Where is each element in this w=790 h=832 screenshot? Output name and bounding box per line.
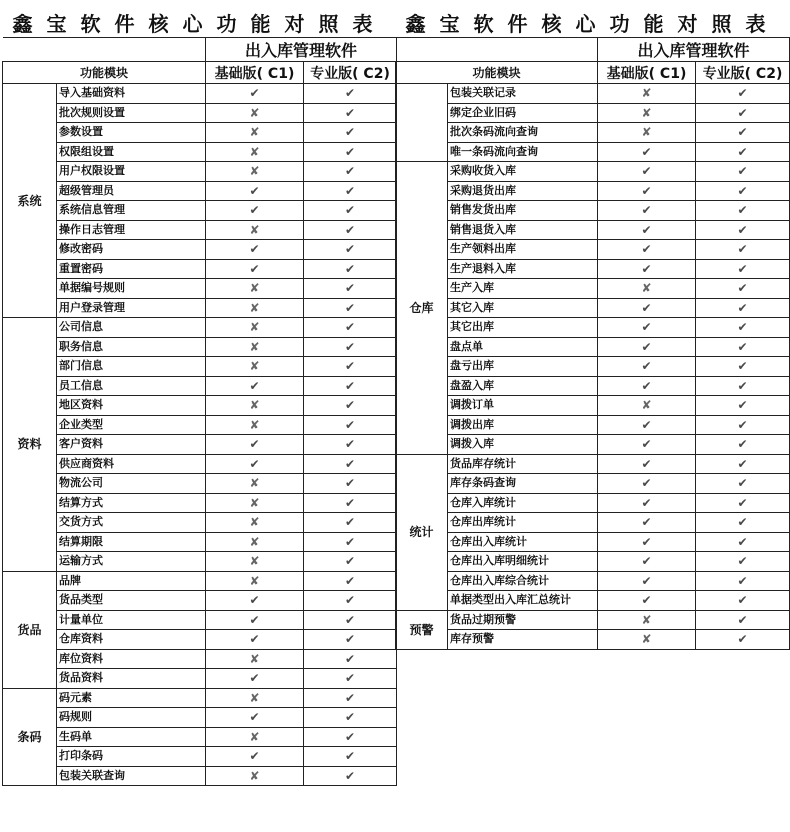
table-row [396,103,790,123]
check-icon: ✔ [696,142,790,162]
check-icon: ✔ [304,162,397,182]
check-icon: ✔ [304,435,397,455]
feature-name: 参数设置 [57,123,206,143]
table-row [3,571,397,591]
pro-version-header: 专业版( C2) [304,62,397,84]
feature-name: 操作日志管理 [57,220,206,240]
table-row [3,220,397,240]
table-row [3,279,397,299]
cross-icon: ✘ [206,727,304,747]
check-icon: ✔ [598,318,696,338]
check-icon: ✔ [304,201,397,221]
category-cell: 统计 [396,454,448,610]
check-icon: ✔ [304,240,397,260]
cross-icon: ✘ [206,474,304,494]
basic-version-header: 基础版( C1) [598,62,696,84]
check-icon: ✔ [304,474,397,494]
feature-name: 调拨入库 [448,435,598,455]
check-icon: ✔ [304,415,397,435]
table-row [396,435,790,455]
check-icon: ✔ [598,493,696,513]
table-row [3,103,397,123]
table-row [396,357,790,377]
check-icon: ✔ [696,240,790,260]
check-icon: ✔ [304,747,397,767]
table-row [396,591,790,611]
feature-name: 调拨出库 [448,415,598,435]
check-icon: ✔ [598,552,696,572]
cross-icon: ✘ [206,688,304,708]
check-icon: ✔ [304,630,397,650]
feature-name: 盘盈入库 [448,376,598,396]
feature-name: 采购退货出库 [448,181,598,201]
cross-icon: ✘ [206,649,304,669]
check-icon: ✔ [696,396,790,416]
pro-version-header: 专业版( C2) [696,62,790,84]
check-icon: ✔ [598,337,696,357]
table-row [3,532,397,552]
table-row [3,162,397,182]
table-row [396,513,790,533]
table-row [396,532,790,552]
check-icon: ✔ [598,162,696,182]
check-icon: ✔ [206,181,304,201]
cross-icon: ✘ [206,318,304,338]
check-icon: ✔ [206,591,304,611]
table-row [3,669,397,689]
check-icon: ✔ [304,766,397,786]
feature-name: 结算方式 [57,493,206,513]
feature-name: 唯一条码流向查询 [448,142,598,162]
table-row [3,591,397,611]
table-row [3,142,397,162]
table-row [3,747,397,767]
feature-name: 批次规则设置 [57,103,206,123]
feature-name: 计量单位 [57,610,206,630]
check-icon: ✔ [598,181,696,201]
check-icon: ✔ [598,454,696,474]
check-icon: ✔ [696,435,790,455]
check-icon: ✔ [696,474,790,494]
feature-name: 品牌 [57,571,206,591]
feature-name: 运输方式 [57,552,206,572]
feature-name: 盘亏出库 [448,357,598,377]
blank-cell [3,38,206,62]
cross-icon: ✘ [206,103,304,123]
table-row [3,727,397,747]
check-icon: ✔ [696,162,790,182]
feature-name: 库存预警 [448,630,598,650]
table-row [396,552,790,572]
check-icon: ✔ [598,220,696,240]
feature-name: 包装关联查询 [57,766,206,786]
table-row [396,298,790,318]
feature-name: 采购收货入库 [448,162,598,182]
check-icon: ✔ [696,318,790,338]
feature-name: 调拨订单 [448,396,598,416]
cross-icon: ✘ [598,123,696,143]
check-icon: ✔ [696,591,790,611]
table-row [396,123,790,143]
check-icon: ✔ [696,279,790,299]
table-row [3,513,397,533]
check-icon: ✔ [206,747,304,767]
table-row [3,435,397,455]
check-icon: ✔ [696,259,790,279]
check-icon: ✔ [598,376,696,396]
category-cell: 预警 [396,610,448,649]
software-name: 出入库管理软件 [206,38,397,62]
table-row [3,376,397,396]
table-row [3,337,397,357]
check-icon: ✔ [206,259,304,279]
module-header: 功能模块 [3,62,206,84]
table-row [3,766,397,786]
table-row [396,201,790,221]
check-icon: ✔ [696,201,790,221]
check-icon: ✔ [206,708,304,728]
check-icon: ✔ [206,610,304,630]
feature-name: 批次条码流向查询 [448,123,598,143]
table-row [3,396,397,416]
feature-name: 用户登录管理 [57,298,206,318]
check-icon: ✔ [598,474,696,494]
table-row [3,688,397,708]
check-icon: ✔ [598,259,696,279]
check-icon: ✔ [304,610,397,630]
table-row [3,84,397,104]
check-icon: ✔ [598,240,696,260]
check-icon: ✔ [304,123,397,143]
check-icon: ✔ [598,298,696,318]
feature-name: 单据编号规则 [57,279,206,299]
feature-name: 盘点单 [448,337,598,357]
check-icon: ✔ [304,649,397,669]
table-row [396,240,790,260]
category-cell: 货品 [3,571,57,688]
feature-name: 修改密码 [57,240,206,260]
feature-name: 企业类型 [57,415,206,435]
check-icon: ✔ [696,376,790,396]
category-cell: 仓库 [396,162,448,455]
feature-name: 公司信息 [57,318,206,338]
feature-name: 生产退料入库 [448,259,598,279]
table-row [396,493,790,513]
table-row [396,318,790,338]
check-icon: ✔ [696,181,790,201]
table-row [3,454,397,474]
check-icon: ✔ [598,142,696,162]
table-row [3,708,397,728]
check-icon: ✔ [304,454,397,474]
cross-icon: ✘ [206,279,304,299]
check-icon: ✔ [206,201,304,221]
check-icon: ✔ [696,298,790,318]
check-icon: ✔ [304,181,397,201]
feature-name: 供应商资料 [57,454,206,474]
feature-name: 交货方式 [57,513,206,533]
table-row [3,259,397,279]
feature-name: 单据类型出入库汇总统计 [448,591,598,611]
table-title: 鑫宝软件核心功能对照表 [396,8,790,38]
cross-icon: ✘ [206,552,304,572]
cross-icon: ✘ [206,766,304,786]
check-icon: ✔ [206,84,304,104]
cross-icon: ✘ [206,415,304,435]
cross-icon: ✘ [206,513,304,533]
cross-icon: ✘ [206,493,304,513]
check-icon: ✔ [304,142,397,162]
check-icon: ✔ [304,103,397,123]
check-icon: ✔ [304,357,397,377]
table-row [396,84,790,104]
cross-icon: ✘ [206,396,304,416]
check-icon: ✔ [304,532,397,552]
feature-name: 仓库入库统计 [448,493,598,513]
table-row [396,162,790,182]
check-icon: ✔ [598,435,696,455]
module-header: 功能模块 [396,62,598,84]
check-icon: ✔ [304,493,397,513]
check-icon: ✔ [696,630,790,650]
check-icon: ✔ [304,396,397,416]
check-icon: ✔ [206,240,304,260]
table-row [3,493,397,513]
feature-name: 仓库出入库综合统计 [448,571,598,591]
check-icon: ✔ [304,688,397,708]
table-row [3,415,397,435]
table-row [396,610,790,630]
table-row [396,142,790,162]
check-icon: ✔ [304,669,397,689]
comparison-table-right [395,8,789,650]
table-row [396,630,790,650]
feature-name: 员工信息 [57,376,206,396]
table-row [396,279,790,299]
check-icon: ✔ [304,727,397,747]
table-row [396,220,790,240]
cross-icon: ✘ [206,571,304,591]
feature-name: 权限组设置 [57,142,206,162]
table-row [3,357,397,377]
feature-name: 其它入库 [448,298,598,318]
check-icon: ✔ [696,571,790,591]
feature-name: 货品过期预警 [448,610,598,630]
category-cell: 条码 [3,688,57,786]
check-icon: ✔ [696,415,790,435]
feature-name: 生码单 [57,727,206,747]
table-row [3,123,397,143]
table-row [396,415,790,435]
check-icon: ✔ [598,357,696,377]
feature-name: 超级管理员 [57,181,206,201]
feature-name: 库存条码查询 [448,474,598,494]
check-icon: ✔ [598,571,696,591]
check-icon: ✔ [304,708,397,728]
cross-icon: ✘ [206,142,304,162]
comparison-table-left [2,8,396,786]
feature-name: 销售发货出库 [448,201,598,221]
check-icon: ✔ [598,415,696,435]
cross-icon: ✘ [206,162,304,182]
feature-name: 库位资料 [57,649,206,669]
table-row [3,630,397,650]
cross-icon: ✘ [598,396,696,416]
table-row [3,610,397,630]
feature-name: 仓库资料 [57,630,206,650]
check-icon: ✔ [206,454,304,474]
check-icon: ✔ [304,259,397,279]
table-row [3,201,397,221]
check-icon: ✔ [304,591,397,611]
cross-icon: ✘ [206,357,304,377]
table-row [3,240,397,260]
check-icon: ✔ [304,298,397,318]
category-cell [396,84,448,162]
cross-icon: ✘ [206,337,304,357]
table-row [396,376,790,396]
check-icon: ✔ [598,201,696,221]
check-icon: ✔ [304,318,397,338]
check-icon: ✔ [696,454,790,474]
table-row [396,571,790,591]
feature-name: 部门信息 [57,357,206,377]
feature-name: 职务信息 [57,337,206,357]
feature-name: 货品库存统计 [448,454,598,474]
table-row [396,396,790,416]
feature-name: 生产领料出库 [448,240,598,260]
check-icon: ✔ [304,279,397,299]
check-icon: ✔ [304,376,397,396]
feature-name: 用户权限设置 [57,162,206,182]
check-icon: ✔ [206,435,304,455]
cross-icon: ✘ [206,123,304,143]
feature-name: 重置密码 [57,259,206,279]
table-row [396,337,790,357]
check-icon: ✔ [696,337,790,357]
category-cell: 资料 [3,318,57,572]
feature-name: 码元素 [57,688,206,708]
feature-name: 销售退货入库 [448,220,598,240]
check-icon: ✔ [696,357,790,377]
feature-name: 导入基础资料 [57,84,206,104]
feature-name: 地区资料 [57,396,206,416]
table-row [396,181,790,201]
feature-name: 货品类型 [57,591,206,611]
check-icon: ✔ [598,513,696,533]
feature-name: 仓库出库统计 [448,513,598,533]
table-row [396,259,790,279]
check-icon: ✔ [696,84,790,104]
category-cell: 系统 [3,84,57,318]
check-icon: ✔ [304,571,397,591]
check-icon: ✔ [696,103,790,123]
table-row [3,298,397,318]
feature-name: 货品资料 [57,669,206,689]
check-icon: ✔ [206,376,304,396]
feature-name: 包装关联记录 [448,84,598,104]
table-row [396,454,790,474]
check-icon: ✔ [598,532,696,552]
table-row [3,318,397,338]
cross-icon: ✘ [598,630,696,650]
table-title: 鑫宝软件核心功能对照表 [3,8,397,38]
feature-name: 绑定企业旧码 [448,103,598,123]
check-icon: ✔ [206,669,304,689]
check-icon: ✔ [304,513,397,533]
check-icon: ✔ [598,591,696,611]
basic-version-header: 基础版( C1) [206,62,304,84]
table-row [3,552,397,572]
feature-name: 打印条码 [57,747,206,767]
cross-icon: ✘ [598,610,696,630]
feature-name: 码规则 [57,708,206,728]
feature-name: 结算期限 [57,532,206,552]
feature-name: 仓库出入库统计 [448,532,598,552]
check-icon: ✔ [304,552,397,572]
check-icon: ✔ [206,630,304,650]
blank-cell [396,38,598,62]
feature-name: 生产入库 [448,279,598,299]
cross-icon: ✘ [206,298,304,318]
software-name: 出入库管理软件 [598,38,790,62]
cross-icon: ✘ [598,84,696,104]
check-icon: ✔ [304,84,397,104]
check-icon: ✔ [696,532,790,552]
check-icon: ✔ [696,220,790,240]
table-row [3,181,397,201]
check-icon: ✔ [696,552,790,572]
check-icon: ✔ [304,220,397,240]
cross-icon: ✘ [598,279,696,299]
check-icon: ✔ [696,493,790,513]
feature-name: 物流公司 [57,474,206,494]
check-icon: ✔ [696,610,790,630]
cross-icon: ✘ [206,220,304,240]
table-row [3,649,397,669]
feature-name: 客户资料 [57,435,206,455]
table-row [396,474,790,494]
check-icon: ✔ [304,337,397,357]
check-icon: ✔ [696,513,790,533]
check-icon: ✔ [696,123,790,143]
feature-name: 系统信息管理 [57,201,206,221]
feature-name: 其它出库 [448,318,598,338]
table-row [3,474,397,494]
feature-name: 仓库出入库明细统计 [448,552,598,572]
cross-icon: ✘ [206,532,304,552]
cross-icon: ✘ [598,103,696,123]
